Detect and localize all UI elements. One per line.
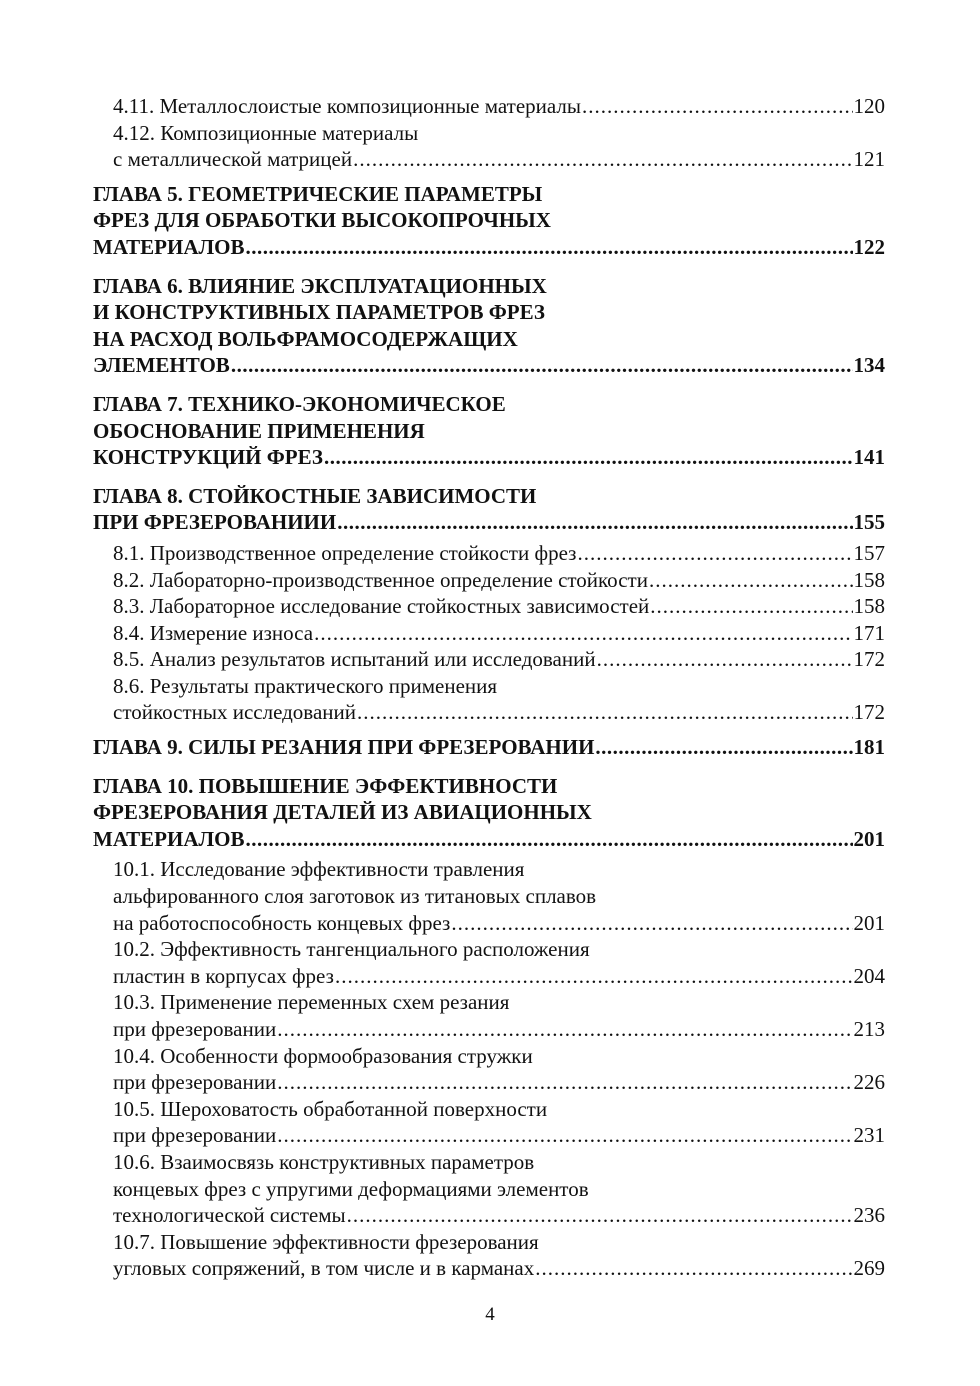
toc-entry-title: МАТЕРИАЛОВ	[93, 826, 245, 851]
toc-entry-title: 8.5. Анализ результатов испытаний или исследований	[113, 647, 596, 672]
dot-leader	[577, 540, 852, 567]
toc-chapter-entry	[93, 475, 885, 540]
dot-leader	[649, 567, 853, 594]
toc-line	[93, 483, 885, 510]
toc-page-number: 213	[853, 1017, 885, 1041]
toc-line	[113, 120, 885, 147]
dot-leader	[357, 699, 853, 726]
toc-entry-title: 10.1. Исследование эффективности травления	[113, 857, 525, 882]
toc-section-entry	[93, 673, 885, 726]
toc-section-entry	[93, 936, 885, 989]
toc-line	[93, 326, 885, 353]
toc-entry-title: 8.1. Производственное определение стойкости фрез	[113, 540, 577, 565]
toc-entry-title: ГЛАВА 8. СТОЙКОСТНЫЕ ЗАВИСИМОСТИ	[93, 483, 537, 508]
toc-entry-title: 4.12. Композиционные материалы	[113, 120, 419, 145]
toc-entry-title: ОБОСНОВАНИЕ ПРИМЕНЕНИЯ	[93, 418, 425, 443]
toc-chapter-entry	[93, 726, 885, 765]
toc-section-entry	[93, 856, 885, 936]
toc-line	[93, 299, 885, 326]
toc-page-number: 201	[853, 826, 885, 851]
toc-entry-title: ГЛАВА 5. ГЕОМЕТРИЧЕСКИЕ ПАРАМЕТРЫ	[93, 181, 543, 206]
toc-page-number: 181	[853, 735, 885, 760]
toc-page-number: 171	[853, 620, 885, 645]
dot-leader	[277, 1122, 852, 1149]
toc-line	[93, 181, 885, 208]
toc-page-number: 134	[853, 353, 885, 378]
toc-page-number: 120	[853, 94, 885, 118]
dot-leader	[595, 734, 852, 761]
toc-line	[113, 646, 885, 673]
toc-line	[113, 567, 885, 594]
toc-entry-title: 8.2. Лабораторно-производственное определение стойкости	[113, 567, 648, 592]
toc-line	[93, 773, 885, 800]
dot-leader	[324, 444, 853, 471]
toc-entry-title: 10.3. Применение переменных схем резания	[113, 990, 510, 1015]
toc-chapter-entry	[93, 265, 885, 383]
toc-page-number: 157	[853, 540, 885, 565]
toc-chapter-entry	[93, 765, 885, 857]
toc-line	[113, 936, 885, 963]
table-of-contents	[93, 93, 885, 1282]
toc-entry-title: ГЛАВА 10. ПОВЫШЕНИЕ ЭФФЕКТИВНОСТИ	[93, 773, 558, 798]
toc-entry-title: КОНСТРУКЦИЙ ФРЕЗ	[93, 445, 323, 470]
toc-entry-title: концевых фрез с упругими деформациями элементов	[113, 1176, 589, 1201]
toc-page-number: 204	[853, 963, 885, 988]
toc-entry-title: при фрезеровании	[113, 1070, 277, 1095]
toc-line	[93, 273, 885, 300]
toc-entry-title: альфированного слоя заготовок из титановых сплавов	[113, 884, 597, 909]
toc-line	[113, 963, 885, 990]
toc-entry-title: ФРЕЗ ДЛЯ ОБРАБОТКИ ВЫСОКОПРОЧНЫХ	[93, 208, 551, 233]
toc-page-number: 141	[853, 445, 885, 470]
toc-entry-title: пластин в корпусах фрез	[113, 963, 334, 988]
toc-entry-title: ГЛАВА 9. СИЛЫ РЕЗАНИЯ ПРИ ФРЕЗЕРОВАНИИ	[93, 735, 595, 760]
toc-line	[93, 734, 885, 761]
dot-leader	[335, 963, 853, 990]
toc-line	[113, 1043, 885, 1070]
toc-section-entry	[93, 646, 885, 673]
toc-line	[93, 799, 885, 826]
toc-entry-title: стойкостных исследований	[113, 700, 356, 725]
toc-line	[113, 1255, 885, 1282]
toc-line	[113, 883, 885, 910]
toc-entry-title: ГЛАВА 7. ТЕХНИКО-ЭКОНОМИЧЕСКОЕ	[93, 391, 506, 416]
toc-line	[113, 593, 885, 620]
toc-line	[113, 989, 885, 1016]
dot-leader	[650, 593, 852, 620]
toc-entry-title: 10.5. Шероховатость обработанной поверхности	[113, 1096, 548, 1121]
toc-page-number: 158	[853, 567, 885, 592]
toc-section-entry	[93, 93, 885, 120]
toc-section-entry	[93, 1149, 885, 1229]
toc-line	[93, 207, 885, 234]
toc-line	[113, 146, 885, 173]
dot-leader	[245, 826, 852, 853]
toc-line	[113, 1016, 885, 1043]
toc-line	[93, 444, 885, 471]
toc-line	[113, 1069, 885, 1096]
toc-entry-title: технологической системы	[113, 1203, 346, 1228]
toc-line	[113, 673, 885, 700]
dot-leader	[231, 352, 853, 379]
toc-entry-title: 8.6. Результаты практического применения	[113, 673, 498, 698]
dot-leader	[277, 1016, 852, 1043]
toc-page-number: 226	[853, 1070, 885, 1095]
toc-entry-title: на работоспособность концевых фрез	[113, 910, 451, 935]
dot-leader	[245, 234, 852, 261]
toc-entry-title: угловых сопряжений, в том числе и в карманах	[113, 1256, 535, 1281]
toc-line	[113, 1229, 885, 1256]
toc-entry-title: 8.4. Измерение износа	[113, 620, 314, 645]
toc-chapter-entry	[93, 173, 885, 265]
toc-page-number: 172	[853, 700, 885, 725]
toc-entry-title: НА РАСХОД ВОЛЬФРАМОСОДЕРЖАЩИХ	[93, 326, 518, 351]
dot-leader	[353, 146, 852, 173]
toc-line	[113, 1149, 885, 1176]
page-number: 4	[485, 1304, 495, 1325]
dot-leader	[337, 509, 852, 536]
toc-entry-title: 10.4. Особенности формообразования стружки	[113, 1043, 533, 1068]
toc-entry-title: 10.7. Повышение эффективности фрезерования	[113, 1229, 539, 1254]
dot-leader	[347, 1202, 853, 1229]
toc-line	[113, 1202, 885, 1229]
toc-line	[93, 352, 885, 379]
toc-line	[113, 699, 885, 726]
toc-page-number: 122	[853, 234, 885, 259]
toc-entry-title: ФРЕЗЕРОВАНИЯ ДЕТАЛЕЙ ИЗ АВИАЦИОННЫХ	[93, 800, 592, 825]
toc-entry-title: ГЛАВА 6. ВЛИЯНИЕ ЭКСПЛУАТАЦИОННЫХ	[93, 273, 547, 298]
toc-entry-title: ЭЛЕМЕНТОВ	[93, 353, 230, 378]
toc-section-entry	[93, 1229, 885, 1282]
toc-line	[113, 1122, 885, 1149]
toc-line	[93, 418, 885, 445]
toc-page-number: 155	[853, 510, 885, 535]
toc-section-entry	[93, 1096, 885, 1149]
toc-entry-title: 4.11. Металлослоистые композиционные материалы	[113, 94, 582, 118]
toc-page-number: 121	[853, 147, 885, 172]
toc-page-number: 269	[853, 1256, 885, 1281]
dot-leader	[451, 910, 852, 937]
toc-section-entry	[93, 567, 885, 594]
toc-section-entry	[93, 593, 885, 620]
toc-section-entry	[93, 620, 885, 647]
toc-page-number: 231	[853, 1123, 885, 1148]
dot-leader	[597, 646, 853, 673]
toc-entry-title: МАТЕРИАЛОВ	[93, 234, 245, 259]
toc-line	[93, 826, 885, 853]
toc-page-number: 172	[853, 647, 885, 672]
toc-line	[113, 93, 885, 120]
toc-chapter-entry	[93, 383, 885, 475]
toc-entry-title: 8.3. Лабораторное исследование стойкостных зависимостей	[113, 594, 650, 619]
toc-line	[93, 391, 885, 418]
toc-section-entry	[93, 120, 885, 173]
toc-entry-title: 10.6. Взаимосвязь конструктивных параметров	[113, 1149, 535, 1174]
toc-line	[113, 1176, 885, 1203]
toc-page-number: 158	[853, 594, 885, 619]
toc-page-number: 201	[853, 910, 885, 935]
toc-line	[113, 856, 885, 883]
dot-leader	[535, 1255, 852, 1282]
toc-line	[93, 234, 885, 261]
toc-section-entry	[93, 1043, 885, 1096]
toc-line	[93, 509, 885, 536]
toc-entry-title: при фрезеровании	[113, 1123, 277, 1148]
dot-leader	[582, 93, 852, 120]
dot-leader	[277, 1069, 852, 1096]
toc-section-entry	[93, 540, 885, 567]
toc-line	[113, 910, 885, 937]
toc-entry-title: 10.2. Эффективность тангенциального расположения	[113, 937, 590, 962]
toc-page-number: 236	[853, 1203, 885, 1228]
toc-section-entry	[93, 989, 885, 1042]
toc-line	[113, 1096, 885, 1123]
toc-line	[113, 540, 885, 567]
toc-line	[113, 620, 885, 647]
toc-entry-title: И КОНСТРУКТИВНЫХ ПАРАМЕТРОВ ФРЕЗ	[93, 300, 545, 325]
toc-entry-title: с металлической матрицей	[113, 147, 353, 172]
toc-entry-title: при фрезеровании	[113, 1017, 277, 1041]
dot-leader	[314, 620, 852, 647]
toc-entry-title: ПРИ ФРЕЗЕРОВАНИИИ	[93, 510, 337, 535]
